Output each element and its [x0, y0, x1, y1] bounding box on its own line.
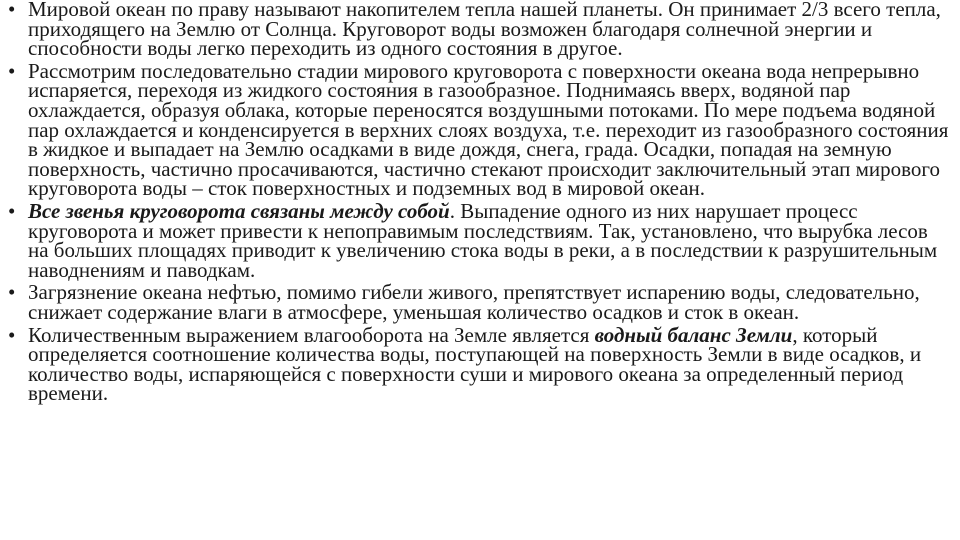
bullet-item-1: [8, 0, 952, 59]
bullet-item-2: [8, 58, 952, 201]
bullet-icon: •: [8, 0, 16, 21]
bullet-emphasis: водный баланс Земли: [594, 322, 793, 347]
bullet-emphasis: Все звенья круговорота связаны между собой: [28, 198, 450, 223]
bullet-text: Рассмотрим последовательно стадии мирового круговорота с поверхности океана вода непрерывно испаряется, переходя из жидкого состояния в газообразное. Поднимаясь вверх, водяной пар охлаждается, образуя облака, которые переносятся воздушными потоками. По мере подъема водяной пар охлаждается и конденсируется в верхних слоях воздуха, т.е. переходит из газообразного состояния в жидкое и выпадает на Землю осадками в виде дождя, снега, града. Осадки, попадая на земную поверхность, частично просачиваются, частично стекают происходит заключительный этап мирового круговорота воды – сток поверхностных и подземных вод в мировой океан.: [28, 58, 949, 201]
bullet-item-5: [8, 322, 952, 406]
bullet-item-3: [8, 198, 952, 282]
bullet-text: . Выпадение одного из них нарушает процесс круговорота и может привести к непоправимым последствиям. Так, установлено, что вырубка лесов на больших площадях приводит к увеличению стока воды в реки, а в последствии к разрушительным наводнениям и паводкам.: [28, 198, 938, 282]
bullet-icon: •: [8, 322, 16, 347]
bullet-icon: •: [8, 58, 16, 83]
bullet-icon: •: [8, 280, 16, 305]
bullet-icon: •: [8, 198, 16, 223]
bullet-item-4: [8, 280, 952, 324]
bullet-text: Мировой океан по праву называют накопителем тепла нашей планеты. Он принимает 2/3 всего тепла, приходящего на Землю от Солнца. Круговорот воды возможен благодаря солнечной энергии и способности воды легко переходить из одного состояния в другое.: [28, 0, 941, 61]
bullet-text-after: , который определяется соотношение количества воды, поступающей на поверхность Земли в виде осадков, и количество воды, испаряющейся с поверхности суши и мирового океана за определенный период времени.: [28, 322, 922, 406]
bullet-list: [8, 0, 952, 407]
bullet-text: Загрязнение океана нефтью, помимо гибели живого, препятствует испарению воды, следовательно, снижает содержание влаги в атмосфере, уменьшая количество осадков и сток в океан.: [28, 280, 920, 324]
bullet-text: Количественным выражением влагооборота на Земле является: [28, 322, 595, 347]
